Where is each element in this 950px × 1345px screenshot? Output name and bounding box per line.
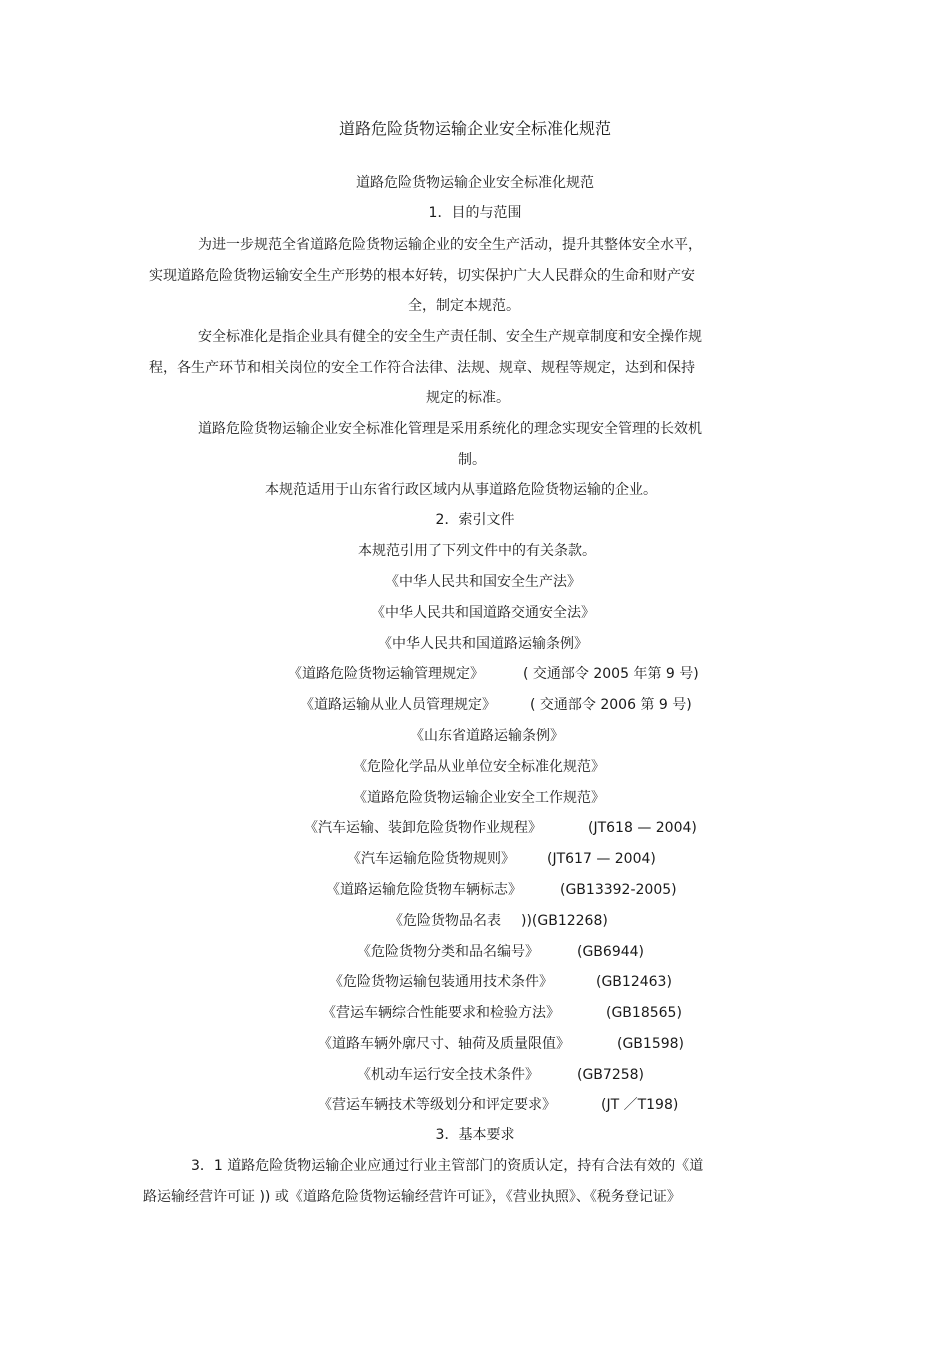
section-1-heading: 1．目的与范围 [428,205,522,221]
page-title: 道路危险货物运输企业安全标准化规范 [338,119,611,138]
paragraph-2-line-1: 安全标准化是指企业具有健全的安全生产责任制、安全生产规章制度和安全操作规 [198,329,702,345]
section-3-heading: 3．基本要求 [435,1127,515,1143]
reference-name: 《道路运输危险货物车辆标志》 [326,882,522,898]
section-2-intro: 本规范引用了下列文件中的有关条款。 [358,543,596,559]
paragraph-1-line-2: 实现道路危险货物运输安全生产形势的根本好转，切实保护广大人民群众的生命和财产安 [149,268,695,284]
reference-name: 《道路危险货物运输企业安全工作规范》 [353,790,605,806]
reference-name: 《道路运输从业人员管理规定》 [300,697,496,713]
reference-name: 《危险化学品从业单位安全标准化规范》 [353,759,605,775]
reference-name: 《汽车运输、装卸危险货物作业规程》 [304,820,542,836]
paragraph-2-line-2: 程，各生产环节和相关岗位的安全工作符合法律、法规、规章、规程等规定，达到和保持 [149,360,695,376]
reference-code: ( 交通部令 2006 第 9 号) [530,697,692,713]
reference-name: 《道路危险货物运输管理规定》 [288,666,484,682]
reference-code: ( 交通部令 2005 年第 9 号) [523,666,699,682]
reference-code: (GB12463) [596,974,672,990]
paragraph-3-line-1: 道路危险货物运输企业安全标准化管理是采用系统化的理念实现安全管理的长效机 [198,421,702,437]
reference-code: (GB1598) [617,1036,685,1052]
paragraph-2-line-3: 规定的标准。 [426,390,510,406]
reference-code: (JT ／T198) [601,1097,679,1113]
paragraph-5-line-2: 路运输经营许可证 )) 或《道路危险货物运输经营许可证》，《营业执照》、《税务登记证》 [143,1189,681,1205]
reference-code: (JT618 — 2004) [588,820,697,836]
reference-name: 《中华人民共和国道路运输条例》 [378,636,588,652]
reference-name: 《汽车运输危险货物规则》 [347,851,515,867]
paragraph-5-line-1: 3．1 道路危险货物运输企业应通过行业主管部门的资质认定，持有合法有效的《道 [191,1158,704,1174]
section-2-heading: 2．索引文件 [435,512,515,528]
paragraph-4: 本规范适用于山东省行政区域内从事道路危险货物运输的企业。 [265,482,657,498]
reference-name: 《道路车辆外廓尺寸、轴荷及质量限值》 [318,1036,570,1052]
reference-name: 《危险货物分类和品名编号》 [357,944,539,960]
document-subtitle: 道路危险货物运输企业安全标准化规范 [356,175,594,191]
reference-name: 《中华人民共和国道路交通安全法》 [371,605,595,621]
reference-code: (GB18565) [606,1005,682,1021]
reference-code: (GB7258) [577,1067,645,1083]
reference-name: 《中华人民共和国安全生产法》 [385,574,581,590]
reference-name: 《危险货物品名表 [389,913,501,929]
reference-name: 《营运车辆综合性能要求和检验方法》 [322,1005,560,1021]
reference-name: 《营运车辆技术等级划分和评定要求》 [318,1097,556,1113]
reference-code: (GB13392-2005) [560,882,677,898]
paragraph-3-line-2: 制。 [458,452,486,468]
paragraph-1-line-1: 为进一步规范全省道路危险货物运输企业的安全生产活动，提升其整体安全水平， [198,237,702,253]
reference-name: 《危险货物运输包装通用技术条件》 [329,974,553,990]
reference-name: 《机动车运行安全技术条件》 [357,1067,539,1083]
reference-code: ))(GB12268) [521,913,608,929]
reference-code: (JT617 — 2004) [547,851,656,867]
reference-name: 《山东省道路运输条例》 [410,728,564,744]
reference-code: (GB6944) [577,944,645,960]
paragraph-1-line-3: 全，制定本规范。 [408,298,520,314]
